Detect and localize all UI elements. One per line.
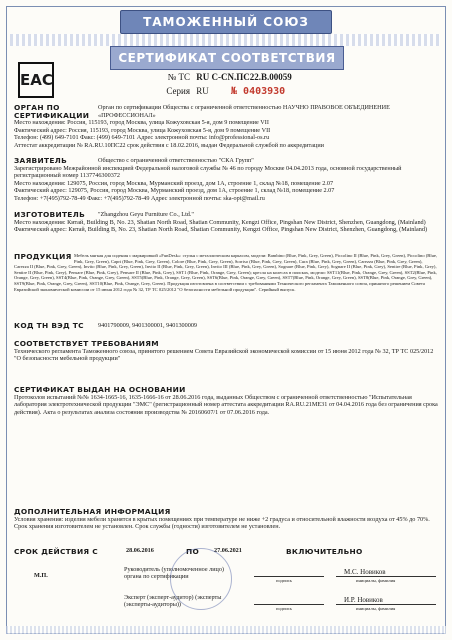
- serial-number: № 0403930: [231, 86, 286, 97]
- product-section: [14, 253, 438, 292]
- tnved-section: КОД ТН ВЭД ТС 9401790009, 9401300001, 9401300009: [14, 321, 197, 330]
- guilloche-ornament: [10, 34, 440, 46]
- head-name: М.С. Новиков: [344, 568, 386, 576]
- signature-line: [254, 604, 324, 605]
- section-heading: ПРОДУКЦИЯ: [14, 252, 72, 261]
- section-heading: СЕРТИФИКАТ ВЫДАН НА ОСНОВАНИИ: [14, 385, 186, 394]
- section-heading: ИЗГОТОВИТЕЛЬ: [14, 210, 86, 219]
- requirements-section: СООТВЕТСТВУЕТ ТРЕБОВАНИЯМ Технического регламента Таможенного союза, принятого решением Совета Евразийской экономической комиссии от 15 июня 2012 года № 32, ТР ТС 025/2012 "О безопасности мебельной продукции": [14, 340, 438, 363]
- expert-name: И.Р. Новиков: [344, 596, 383, 604]
- additional-info-section: ДОПОЛНИТЕЛЬНАЯ ИНФОРМАЦИЯ Условия хранения: изделия мебели хранятся в крытых помещениях при температуре не ниже +2 градуса и относительной влажности воздуха от 45% до 70%. Срок хранения изготовителем не установлен. Срок службы (годности) изготовителем не установлен.: [14, 508, 438, 531]
- section-heading: КОД ТН ВЭД ТС: [14, 321, 84, 330]
- seal-stamp: [170, 548, 232, 610]
- eac-mark: EAC: [18, 62, 54, 98]
- customs-union-banner: ТАМОЖЕННЫЙ СОЮЗ: [120, 10, 332, 34]
- section-heading: ЗАЯВИТЕЛЬ: [14, 156, 68, 165]
- basis-section: СЕРТИФИКАТ ВЫДАН НА ОСНОВАНИИ Протоколов испытаний №№ 1634-1665-16, 1635-1666-16 от 28.06.2016 года, выданных Обществом с ограниченной ответственностью "Испытательная лаборатория электротехнической продукции "ЭМС" (регистрационный номер аттестата аккредитации RA.RU.21МЕ31 от 04.04.2016 года без ограничения срока действия). Акта о результатах анализа состояния производства № 20160607/1 от 07.06.2016 года.: [14, 385, 438, 416]
- product-description: Мебель мягкая для сидения с маркировкой «FunDesk»: стулья с металлическим каркасом, модели: Bambino (Blue, Pink, Grey, Green), Piccolino II (Blue, Pink, Grey, Green), Piccolino (Blue, Pink, Grey, Green), Capri (Blue, Pink, Grey, Green), Colore (Blue, Pink, Grey, Green), Sorriso (Blue, Pink, Grey, Green), Cura (Blue, Pink, Grey, Green), Carezza (Blue, Pink, Grey, Green), Carezza II (Blue, Pink, Grey, Green), Invito (Blue, Pink, Grey, Green), Invito II (Blue, Pink, Grey, Green), Invito III (Blue, Pink, Grey, Green), Sognare (Blue, Pink, Grey), Sognare II (Blue, Pink, Grey), Sentire (Blue, Pink, Grey), Sentire II (Blue, Pink, Grey), Pensare (Blue, Pink, Grey), Pensare II (Blue, Pink, Grey), SST1 (Blue, Pink, Orange, Grey, Green); кресла на колесах в поисках, модели: SST11(Blue, Pink, Orange, Grey, Green), SST2(Blue, Pink, Orange, Grey, Green), SST4(Blue, Pink, Orange, Grey, Green), SST5(Blue, Pink, Orange, Grey, Green), SST6(Blue, Pink, Orange, Grey, Green), SST7(Blue, Pink, Orange, Grey, Green), SST8(Blue, Pink, Orange, Grey, Green), SST9(Blue, Pink, Orange, Grey, Green), SST10(Blue, Pink, Orange, Grey, Green). Продукция изготовлена в соответствии с требованиями Технического регламента Таможенного союза, принятого решением Совета Евразийской экономической комиссии от 15 июня 2012 года № 32, ТР ТС 025/2012 "О безопасности мебельной продукции". Серийный выпуск.: [14, 253, 438, 292]
- manufacturer-section: ИЗГОТОВИТЕЛЬ "Zhangzhou Geyu Furniture Co., Ltd." Место нахождения: Китай, Building B, No. 23, Shatian North Road, Shatian Community, Kengzi Office, Pingshan New District, Shenzhen, Guangdong, (Mainland) Фактический адрес: Китай, Building B, No. 23, Shatian North Road, Shatian Community, Kengzi Office, Pingshan New District, Shenzhen, Guangdong, (Mainland): [14, 210, 428, 234]
- section-heading: ОРГАН ПО СЕРТИФИКАЦИИ: [14, 103, 90, 120]
- certificate-series: Серия RU № 0403930: [166, 86, 286, 97]
- page-border: [6, 6, 446, 634]
- bottom-ornament: [6, 626, 446, 634]
- applicant-section: ЗАЯВИТЕЛЬ Общество с ограниченной ответственностью "СКА Групп" Зарегистрировано Межрайонной инспекцией Федеральной налоговой службы № 46 по городу Москве 04.04.2013 года, основной государственный регистрационный номер 1137746300372 Место нахождения: 129075, Россия, город Москва, Мурманский проезд, дом 1А, строение 1, склад №18, помещение 2.07 Фактический адрес: 129075, Россия, город Москва, Мурманский проезд, дом 1А, строение 1, склад №18, помещение 2.07 Телефон: +7(495)792-78-49 Факс: +7(495)792-78-49 Адрес электронной почты: ska-opt@mail.ru: [14, 156, 402, 202]
- certificate-page: ТАМОЖЕННЫЙ СОЮЗ СЕРТИФИКАТ СООТВЕТСТВИЯ EAC № ТС RU C-CN.ПС22.В.00059 Серия RU № 0403930 ОРГАН ПО СЕРТИФИКАЦИИОрган по сертификации Общества с ограниченной ответственностью НАУЧНО ПРАВОВОЕ ОБЪЕДИНЕНИЕ «ПРОФЕССИОНАЛ» Место нахождения: Россия, 115193, город Москва, улица Кожуховская 5-я, дом 9 помещение VII Фактический адрес: Россия, 115193, город Москва, улица Кожуховская 5-я, дом 9 помещение VII Телефон: (499) 649-7101 Факс: (499) 649-7101 Адрес электронной почты: info@professional-os.ru Аттестат аккредитации № RA.RU.10ПС22 срок действия с 18.02.2016, выдан Федеральной службой по аккредитации ЗАЯВИТЕЛЬ Общество с ограниченной ответственностью "СКА Групп" Зарегистрировано Межрайонной инспекцией Федеральной налоговой службы № 46 по городу Москве 04.04.2013 года, основной государственный регистрационный номер 1137746300372 Место нахождения: 129075, Россия, город Москва, Мурманский проезд, дом 1А, строение 1, склад №18, помещение 2.07 Фактический адрес: 129075, Россия, город Москва, Мурманский проезд, дом 1А, строение 1, склад №18, помещение 2.07 Телефон: +7(495)792-78-49 Факс: +7(495)792-78-49 Адрес электронной почты: ska-opt@mail.ru ИЗГОТОВИТЕЛЬ "Zhangzhou Geyu Furniture Co., Ltd." Место нахождения: Китай, Building B, No. 23, Shatian North Road, Shatian Community, Kengzi Office, Pingshan New District, Shenzhen, Guangdong, (Mainland) Фактический адрес: Китай, Building B, No. 23, Shatian North Road, Shatian Community, Kengzi Office, Pingshan New District, Shenzhen, Guangdong, (Mainland) ПРОДУКЦИЯ Мебель мягкая для сидения с маркировкой «FunDesk»: стулья с металлическим каркасом, модели: Bambino (Blue, Pink, Grey, Green), Piccolino II (Blue, Pink, Grey, Green), Piccolino (Blue, Pink, Grey, Green), Capri (Blue, Pink, Grey, Green), Colore (Blue, Pink, Grey, Green), Sorriso (Blue, Pink, Grey, Green), Cura (Blue, Pink, Grey, Green), Carezza (Blue, Pink, Grey, Green), Carezza II (Blue, Pink, Grey, Green), Invito (Blue, Pink, Grey, Green), Invito II (Blue, Pink, Grey, Green), Invito III (Blue, Pink, Grey, Green), Sognare (Blue, Pink, Grey), Sognare II (Blue, Pink, Grey), Sentire (Blue, Pink, Grey), Sentire II (Blue, Pink, Grey), Pensare (Blue, Pink, Grey), Pensare II (Blue, Pink, Grey), SST1 (Blue, Pink, Orange, Grey, Green); кресла на колесах в поисках, модели: SST11(Blue, Pink, Orange, Grey, Green), SST2(Blue, Pink, Orange, Grey, Green), SST4(Blue, Pink, Orange, Grey, Green), SST5(Blue, Pink, Orange, Grey, Green), SST6(Blue, Pink, Orange, Grey, Green), SST7(Blue, Pink, Orange, Grey, Green), SST8(Blue, Pink, Orange, Grey, Green), SST9(Blue, Pink, Orange, Grey, Green), SST10(Blue, Pink, Orange, Grey, Green). Продукция изготовлена в соответствии с требованиями Технического регламента Таможенного союза, принятого решением Совета Евразийской экономической комиссии от 15 июня 2012 года № 32, ТР ТС 025/2012 "О безопасности мебельной продукции". Серийный выпуск. КОД ТН ВЭД ТС 9401790009, 9401300001, 9401300009 СООТВЕТСТВУЕТ ТРЕБОВАНИЯМ Технического регламента Таможенного союза, принятого решением Совета Евразийской экономической комиссии от 15 июня 2012 года № 32, ТР ТС 025/2012 "О безопасности мебельной продукции" СЕРТИФИКАТ ВЫДАН НА ОСНОВАНИИ Протоколов испытаний №№ 1634-1665-16, 1635-1666-16 от 28.06.2016 года, выданных Обществом с ограниченной ответственностью "Испытательная лаборатория электротехнической продукции "ЭМС" (регистрационный номер аттестата аккредитации RA.RU.21МЕ31 от 04.04.2016 года без ограничения срока действия). Акта о результатах анализа состояния производства № 20160607/1 от 07.06.2016 года. ДОПОЛНИТЕЛЬНАЯ ИНФОРМАЦИЯ Условия хранения: изделия мебели хранятся в крытых помещениях при температуре не ниже +2 градуса и относительной влажности воздуха от 45% до 70%. Срок хранения изготовителем не установлен. Срок службы (годности) изготовителем не установлен. СРОК ДЕЙСТВИЯ С 28.06.2016 ПО 27.06.2021 ВКЛЮЧИТЕЛЬНО М.П. Руководитель (уполномоченное лицо) органа по сертификации подпись М.С. Новиков инициалы, фамилия Эксперт (эксперт-аудитор) (эксперты (эксперты-аудиторы)) подпись И.Р. Новиков инициалы, фамилия: [0, 0, 452, 640]
- signature-line: [254, 576, 324, 577]
- certification-body-section: ОРГАН ПО СЕРТИФИКАЦИИОрган по сертификации Общества с ограниченной ответственностью НАУЧНО ПРАВОВОЕ ОБЪЕДИНЕНИЕ «ПРОФЕССИОНАЛ» Место нахождения: Россия, 115193, город Москва, улица Кожуховская 5-я, дом 9 помещение VII Фактический адрес: Россия, 115193, город Москва, улица Кожуховская 5-я, дом 9 помещение VII Телефон: (499) 649-7101 Факс: (499) 649-7101 Адрес электронной почты: info@professional-os.ru Аттестат аккредитации № RA.RU.10ПС22 срок действия с 18.02.2016, выдан Федеральной службой по аккредитации: [14, 103, 390, 149]
- validity-row: СРОК ДЕЙСТВИЯ С 28.06.2016 ПО 27.06.2021 ВКЛЮЧИТЕЛЬНО: [14, 547, 363, 556]
- mp-label: М.П.: [34, 572, 48, 579]
- section-heading: СООТВЕТСТВУЕТ ТРЕБОВАНИЯМ: [14, 339, 159, 348]
- section-heading: ДОПОЛНИТЕЛЬНАЯ ИНФОРМАЦИЯ: [14, 507, 171, 516]
- certificate-title: СЕРТИФИКАТ СООТВЕТСТВИЯ: [110, 46, 344, 70]
- certificate-number: № ТС RU C-CN.ПС22.В.00059: [167, 72, 292, 82]
